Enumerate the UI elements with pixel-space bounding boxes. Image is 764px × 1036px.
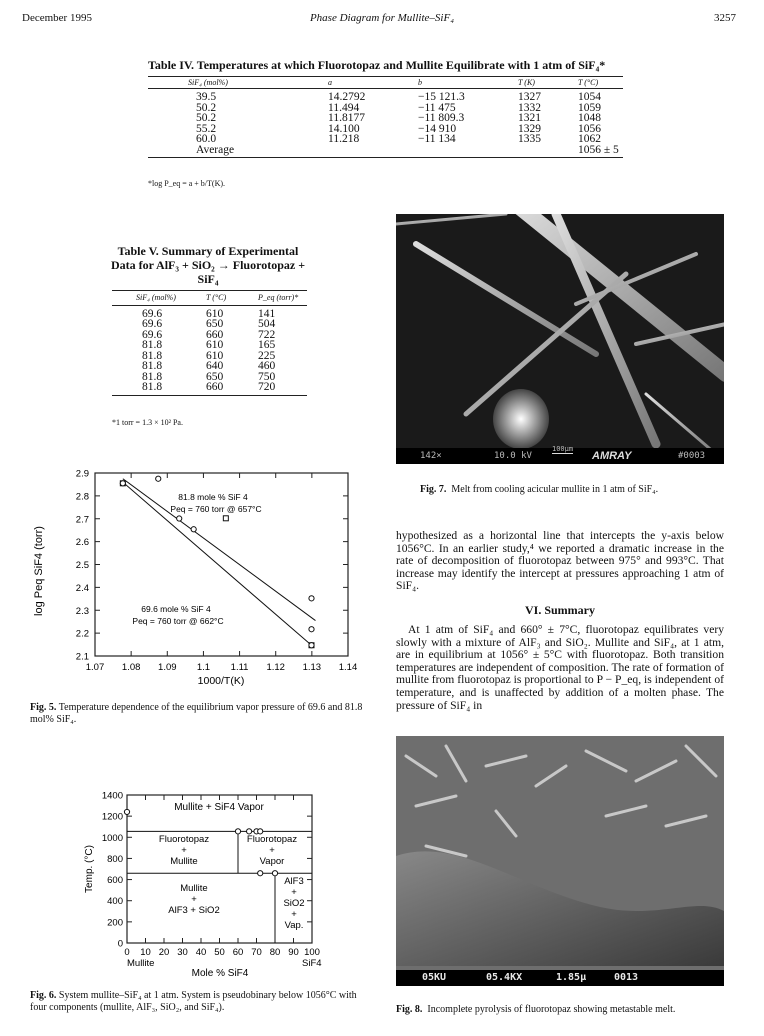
fig7-caption xyxy=(420,484,720,496)
table-iv-header: T (K) xyxy=(518,77,578,89)
table-cell: 11.494 xyxy=(328,101,360,114)
table-cell: 650 xyxy=(206,318,224,330)
fig5-x-tick-label: 1.09 xyxy=(158,662,177,673)
table-v xyxy=(112,292,307,396)
fig5-annotation-696: 69.6 mole % SiF 4 xyxy=(141,604,211,614)
table-v-header: SiF₄ (mol%) xyxy=(136,293,176,302)
table-cell: 722 xyxy=(258,328,276,341)
table-cell: 660 xyxy=(206,328,224,341)
fig7-caption-text: Melt from cooling acicular mullite in 1 atm of SiF₄. xyxy=(451,484,659,495)
table-v-header: P_eq (torr)* xyxy=(258,293,299,302)
fig6-region-as-2: + xyxy=(291,887,297,898)
fig6-y-tick-label: 0 xyxy=(117,938,123,950)
table-row xyxy=(148,134,623,145)
fig8-caption-label: Fig. 8. xyxy=(396,1004,423,1015)
fig6-region-ma-1: Mullite xyxy=(180,883,208,894)
table-row xyxy=(112,319,307,330)
fig5-annotation-818-peq: Peq = 760 torr @ 657°C xyxy=(170,504,262,514)
fig6-y-tick-label: 600 xyxy=(107,875,123,887)
fig5-circle-point xyxy=(309,596,314,601)
table-iv-header: b xyxy=(418,77,518,89)
fig8-micrograph-drawing xyxy=(396,736,724,986)
table-cell: 225 xyxy=(258,349,276,362)
fig8-info-bar xyxy=(396,970,724,986)
table-cell: 504 xyxy=(258,318,276,330)
fig7-micrograph xyxy=(396,214,724,464)
fig5-x-axis-label: 1000/T(K) xyxy=(197,675,245,687)
table-cell: 69.6 xyxy=(142,328,163,341)
fig6-x-tick-label: 0 xyxy=(124,947,130,958)
fig8-micrograph xyxy=(396,736,724,986)
fig5-x-tick-label: 1.12 xyxy=(266,662,285,673)
table-iv-header: a xyxy=(328,77,418,89)
fig6-chart xyxy=(82,780,332,982)
fig5-circle-point xyxy=(177,516,182,521)
table-cell: −11 475 xyxy=(418,101,456,114)
table-cell: 81.8 xyxy=(142,360,163,372)
table-cell: 640 xyxy=(206,360,224,372)
fig6-caption xyxy=(30,990,366,1014)
table-iv-header: T (°C) xyxy=(578,77,623,89)
table-cell: 1332 xyxy=(518,101,541,114)
fig6-region-fv-2: + xyxy=(269,845,275,856)
table-cell: 650 xyxy=(206,370,224,383)
table-row xyxy=(148,113,623,124)
table-average-label: Average xyxy=(148,145,328,158)
table-cell: −15 121.3 xyxy=(418,91,465,103)
header-page-number: 3257 xyxy=(714,12,736,24)
fig6-y-tick-label: 1000 xyxy=(101,832,123,844)
table-row xyxy=(148,89,623,103)
fig7-magnification: 142× xyxy=(420,451,442,461)
table-cell: −14 910 xyxy=(418,122,457,135)
table-cell: 1062 xyxy=(578,133,601,145)
table-cell: 165 xyxy=(258,339,276,351)
fig8-scale: 1.85μ xyxy=(556,972,587,983)
table-cell: 750 xyxy=(258,370,276,383)
table-cell: 1327 xyxy=(518,91,541,103)
fig6-x-tick-label: 30 xyxy=(177,947,188,958)
table-v-footnote: *1 torr = 1.3 × 10² Pa. xyxy=(112,418,183,427)
fig5-y-tick-label: 2.6 xyxy=(75,537,89,549)
fig6-x-tick-label: 90 xyxy=(288,947,299,958)
fig5-caption-text: Temperature dependence of the equilibrium vapor pressure of 69.6 and 81.8 mol% SiF₄. xyxy=(30,702,363,725)
caption-line: Data for AlF₃ + SiO₂ → Fluorotopaz + xyxy=(110,258,306,272)
table-cell: 69.6 xyxy=(142,318,163,330)
fig8-voltage: 05KU xyxy=(422,972,447,983)
fig5-y-tick-label: 2.7 xyxy=(75,514,89,526)
fig5-y-tick-label: 2.8 xyxy=(75,491,89,503)
table-cell: 1321 xyxy=(518,112,541,124)
fig5-circle-point xyxy=(156,476,161,481)
table-row xyxy=(112,305,307,319)
table-row xyxy=(148,103,623,114)
table-iv-footnote: *log P_eq = a + b/T(K). xyxy=(148,179,226,188)
table-row xyxy=(112,340,307,351)
table-v-caption xyxy=(92,244,324,286)
fig7-scale-bar: 100μm xyxy=(552,445,574,453)
fig5-x-tick-label: 1.14 xyxy=(338,662,358,673)
table-cell: 11.8177 xyxy=(328,112,365,124)
table-cell: 81.8 xyxy=(142,339,163,351)
fig6-y-tick-label: 400 xyxy=(107,896,123,908)
fig5-caption xyxy=(30,702,366,726)
table-cell: 81.8 xyxy=(142,370,163,383)
fig6-data-point xyxy=(272,871,277,876)
fig5-x-tick-label: 1.1 xyxy=(196,662,211,673)
table-cell: 460 xyxy=(258,360,276,372)
fig6-x-end-mullite: Mullite xyxy=(127,958,155,969)
fig6-region-fm-2: + xyxy=(181,845,187,856)
table-cell: 11.218 xyxy=(328,133,360,145)
fig6-region-as-4: + xyxy=(291,909,297,920)
fig6-region-as-3: SiO2 xyxy=(283,898,305,909)
table-cell: 660 xyxy=(206,382,258,395)
table-cell: 720 xyxy=(258,382,307,395)
table-cell: −11 134 xyxy=(418,133,456,145)
fig6-region-fm-1: Fluorotopaz xyxy=(158,834,210,845)
fig5-chart xyxy=(28,462,368,694)
fig7-voltage: 10.0 kV xyxy=(494,451,532,461)
paragraph-summary: At 1 atm of SiF₄ and 660° ± 7°C, fluorotopaz equilibrates very slowly with a mixture of AlF₃ and SiO₂. Mullite and SiF₄, at 1 atm, are in equilibrium at 1056° ± 5°C with fluorotopaz. Both transition temperatures are independent of composition. The rate of formation of mullite from fluorotopaz is proportional to P − P_eq, is independent of temperature, and is unaffected by addition of a molten phase. The pressure of SiF₄ in xyxy=(396,623,724,712)
paragraph-hypothesis: hypothesized as a horizontal line that intercepts the y-axis below 1056°C. In an earlier study,⁴ we reported a dramatic increase in the rate of decomposition of fluorotopaz between 975° and 993°C. That increase may identify the intercept at pressures approaching 1 atm of SiF₄. xyxy=(396,529,724,593)
table-cell: 610 xyxy=(206,307,224,320)
table-v-rule xyxy=(112,290,307,291)
header-date: December 1995 xyxy=(22,12,92,24)
fig5-y-tick-label: 2.2 xyxy=(75,628,89,640)
fig8-caption xyxy=(396,1004,726,1016)
fig7-micrograph-drawing xyxy=(396,214,724,464)
fig6-x-tick-label: 70 xyxy=(251,947,262,958)
table-cell: 141 xyxy=(258,307,276,320)
fig8-image-number: 0013 xyxy=(614,972,639,983)
section-heading-summary: VI. Summary xyxy=(524,603,595,617)
fig5-annotation-818: 81.8 mole % SiF 4 xyxy=(178,492,248,502)
table-cell: 69.6 xyxy=(142,307,163,320)
table-cell: 14.2792 xyxy=(328,91,366,103)
fig5-y-tick-label: 2.4 xyxy=(75,582,89,594)
table-row xyxy=(112,361,307,372)
fig5-y-tick-label: 2.9 xyxy=(75,468,89,480)
fig5-annotation-696-peq: Peq = 760 torr @ 662°C xyxy=(132,616,224,626)
fig6-x-tick-label: 10 xyxy=(140,947,151,958)
table-cell: 1329 xyxy=(518,122,541,135)
fig6-data-point xyxy=(124,809,129,814)
table-cell: 50.2 xyxy=(196,101,217,114)
fig6-region-fv-1: Fluorotopaz xyxy=(246,834,298,845)
fig5-x-tick-label: 1.08 xyxy=(121,662,141,673)
fig6-ticks xyxy=(102,791,320,959)
fig5-circle-point xyxy=(191,527,196,532)
fig5-x-tick-label: 1.13 xyxy=(302,662,322,673)
fig6-data-point xyxy=(258,871,263,876)
table-cell: 55.2 xyxy=(196,122,217,135)
fig6-x-end-sif4: SiF4 xyxy=(302,958,322,969)
fig8-magnification: 05.4KX xyxy=(486,972,523,983)
fig6-region-fv-3: Vapor xyxy=(259,856,285,867)
table-iv-header: SiF₄ (mol%) xyxy=(148,77,328,89)
table-cell: 14.100 xyxy=(328,122,360,135)
table-cell: 60.0 xyxy=(196,133,217,145)
table-iv xyxy=(148,58,623,158)
header-title: Phase Diagram for Mullite–SiF₄ xyxy=(309,12,455,24)
table-cell: 1054 xyxy=(578,91,601,103)
fig6-region-ma-3: AlF3 + SiO2 xyxy=(168,905,220,916)
fig6-region-top: Mullite + SiF4 Vapor xyxy=(174,802,264,813)
fig7-caption-label: Fig. 7. xyxy=(420,484,447,495)
table-row xyxy=(148,145,623,158)
table-cell: 1048 xyxy=(578,112,601,124)
table-cell: 81.8 xyxy=(142,349,163,362)
fig8-caption-text: Incomplete pyrolysis of fluorotopaz showing metastable melt. xyxy=(427,1004,676,1015)
fig7-image-number: #0003 xyxy=(678,451,706,461)
fig6-region-ma-2: + xyxy=(191,894,197,905)
fig6-y-tick-label: 200 xyxy=(107,917,123,929)
fig5-y-axis-label: log Peq SiF4 (torr) xyxy=(33,526,45,616)
fig5-caption-label: Fig. 5. xyxy=(30,702,57,713)
fig5-y-tick-label: 2.5 xyxy=(75,560,89,571)
table-cell: 1056 xyxy=(578,122,601,135)
fig6-x-tick-label: 40 xyxy=(195,947,207,958)
table-row xyxy=(148,124,623,135)
fig5-circle-point xyxy=(120,481,125,486)
fig6-caption-text: System mullite–SiF₄ at 1 atm. System is pseudobinary below 1056°C with four components (mullite, AlF₃, SiO₂, and SiF₄). xyxy=(30,990,357,1013)
fig5-y-tick-label: 2.3 xyxy=(75,605,89,617)
fig6-region-as-1: AlF3 xyxy=(284,876,304,887)
table-row xyxy=(112,382,307,395)
fig5-y-tick-label: 2.1 xyxy=(75,651,89,663)
fig6-x-axis-label: Mole % SiF4 xyxy=(191,968,249,979)
fig6-y-tick-label: 800 xyxy=(107,853,123,865)
fig5-circle-point xyxy=(309,643,314,648)
caption-line: Table V. Summary of Experimental xyxy=(117,244,299,258)
table-cell: −11 809.3 xyxy=(418,112,465,124)
fig5-x-tick-label: 1.07 xyxy=(85,662,105,673)
fig7-info-bar xyxy=(396,445,724,464)
table-cell: 39.5 xyxy=(196,91,217,103)
table-cell: 50.2 xyxy=(196,112,217,124)
fig6-data-point xyxy=(235,829,240,834)
fig6-region-as-5: Vap. xyxy=(284,920,304,931)
table-cell: 1335 xyxy=(518,133,541,145)
fig6-x-tick-label: 100 xyxy=(304,947,320,958)
fig6-y-axis-label: Temp. (°C) xyxy=(84,845,95,893)
table-cell: 1059 xyxy=(578,101,601,114)
fig5-x-tick-label: 1.11 xyxy=(230,662,249,673)
fig5-square-point xyxy=(223,516,228,521)
fig5-circle-point xyxy=(309,627,314,632)
table-cell: 610 xyxy=(206,349,224,362)
fig6-x-tick-label: 20 xyxy=(158,947,170,958)
fig7-brand: AMRAY xyxy=(592,450,632,462)
table-v-header: T (°C) xyxy=(206,293,227,302)
fig6-x-tick-label: 60 xyxy=(232,947,244,958)
fig6-y-tick-label: 1200 xyxy=(101,811,123,823)
fig6-x-tick-label: 50 xyxy=(214,947,225,958)
table-cell: 610 xyxy=(206,339,224,351)
table-average-value: 1056 ± 5 xyxy=(578,145,623,158)
table-iv-caption: Table IV. Temperatures at which Fluorotopaz and Mullite Equilibrate with 1 atm of SiF₄* xyxy=(148,58,606,72)
fig6-region-fm-3: Mullite xyxy=(170,856,198,867)
fig6-x-tick-label: 80 xyxy=(269,947,281,958)
fig6-caption-label: Fig. 6. xyxy=(30,990,57,1001)
caption-line: SiF₄ xyxy=(197,272,219,286)
table-cell: 81.8 xyxy=(112,382,206,395)
fig6-y-tick-label: 1400 xyxy=(101,790,123,802)
